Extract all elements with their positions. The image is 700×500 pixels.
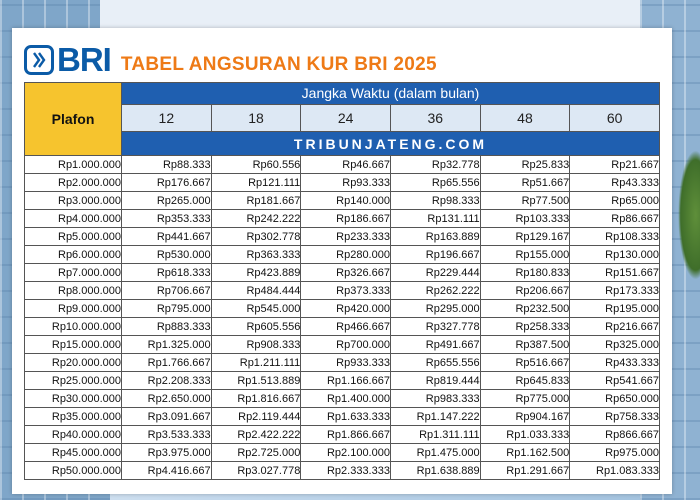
plafon-amount: Rp25.000.000 <box>25 372 122 390</box>
term-48-months: 48 <box>480 104 570 132</box>
table-row <box>25 300 660 318</box>
installment-cell: Rp103.333 <box>480 210 570 228</box>
installment-cell: Rp196.667 <box>390 246 480 264</box>
bri-logo-text: BRI <box>57 41 111 78</box>
installment-cell: Rp1.033.333 <box>480 426 570 444</box>
installment-cell: Rp65.000 <box>570 192 660 210</box>
installment-cell: Rp229.444 <box>390 264 480 282</box>
plafon-amount: Rp9.000.000 <box>25 300 122 318</box>
installment-cell: Rp130.000 <box>570 246 660 264</box>
bri-logo <box>24 42 111 78</box>
installment-cell: Rp618.333 <box>122 264 212 282</box>
installment-cell: Rp65.556 <box>390 174 480 192</box>
installment-cell: Rp373.333 <box>301 282 391 300</box>
installment-cell: Rp131.111 <box>390 210 480 228</box>
installment-cell: Rp2.725.000 <box>211 444 301 462</box>
table-row <box>25 174 660 192</box>
installment-cell: Rp155.000 <box>480 246 570 264</box>
table-row <box>25 282 660 300</box>
installment-cell: Rp1.475.000 <box>390 444 480 462</box>
plafon-amount: Rp2.000.000 <box>25 174 122 192</box>
installment-cell: Rp280.000 <box>301 246 391 264</box>
installment-cell: Rp233.333 <box>301 228 391 246</box>
installment-cell: Rp302.778 <box>211 228 301 246</box>
installment-cell: Rp326.667 <box>301 264 391 282</box>
plafon-amount: Rp45.000.000 <box>25 444 122 462</box>
installment-cell: Rp46.667 <box>301 156 391 174</box>
installment-cell: Rp3.975.000 <box>122 444 212 462</box>
installment-table <box>24 82 660 480</box>
installment-cell: Rp3.027.778 <box>211 462 301 480</box>
installment-cell: Rp176.667 <box>122 174 212 192</box>
installment-cell: Rp173.333 <box>570 282 660 300</box>
plafon-amount: Rp6.000.000 <box>25 246 122 264</box>
installment-cell: Rp3.091.667 <box>122 408 212 426</box>
installment-cell: Rp2.100.000 <box>301 444 391 462</box>
installment-cell: Rp195.000 <box>570 300 660 318</box>
header <box>24 40 437 80</box>
installment-cell: Rp1.513.889 <box>211 372 301 390</box>
installment-cell: Rp1.400.000 <box>301 390 391 408</box>
plafon-amount: Rp3.000.000 <box>25 192 122 210</box>
installment-cell: Rp795.000 <box>122 300 212 318</box>
table-body <box>25 156 660 480</box>
installment-cell: Rp775.000 <box>480 390 570 408</box>
table-row <box>25 336 660 354</box>
installment-cell: Rp904.167 <box>480 408 570 426</box>
installment-cell: Rp262.222 <box>390 282 480 300</box>
installment-cell: Rp605.556 <box>211 318 301 336</box>
installment-cell: Rp700.000 <box>301 336 391 354</box>
bri-logo-mark-icon <box>24 45 54 75</box>
installment-cell: Rp1.162.500 <box>480 444 570 462</box>
installment-cell: Rp265.000 <box>122 192 212 210</box>
table-row <box>25 228 660 246</box>
plafon-header: Plafon <box>25 83 122 156</box>
installment-cell: Rp163.889 <box>390 228 480 246</box>
installment-cell: Rp363.333 <box>211 246 301 264</box>
table-row <box>25 390 660 408</box>
installment-cell: Rp86.667 <box>570 210 660 228</box>
installment-cell: Rp423.889 <box>211 264 301 282</box>
installment-cell: Rp129.167 <box>480 228 570 246</box>
installment-cell: Rp933.333 <box>301 354 391 372</box>
installment-cell: Rp541.667 <box>570 372 660 390</box>
table-row <box>25 354 660 372</box>
installment-cell: Rp21.667 <box>570 156 660 174</box>
installment-cell: Rp2.119.444 <box>211 408 301 426</box>
installment-cell: Rp883.333 <box>122 318 212 336</box>
installment-cell: Rp1.147.222 <box>390 408 480 426</box>
installment-cell: Rp1.083.333 <box>570 462 660 480</box>
table-row <box>25 426 660 444</box>
installment-cell: Rp758.333 <box>570 408 660 426</box>
installment-cell: Rp216.667 <box>570 318 660 336</box>
installment-cell: Rp2.650.000 <box>122 390 212 408</box>
term-60-months: 60 <box>570 104 660 132</box>
table-row <box>25 408 660 426</box>
table-row <box>25 318 660 336</box>
installment-cell: Rp295.000 <box>390 300 480 318</box>
installment-cell: Rp420.000 <box>301 300 391 318</box>
installment-cell: Rp819.444 <box>390 372 480 390</box>
source-watermark: TRIBUNJATENG.COM <box>122 132 660 156</box>
installment-cell: Rp484.444 <box>211 282 301 300</box>
installment-cell: Rp1.291.667 <box>480 462 570 480</box>
installment-cell: Rp4.416.667 <box>122 462 212 480</box>
installment-cell: Rp1.866.667 <box>301 426 391 444</box>
installment-cell: Rp466.667 <box>301 318 391 336</box>
installment-cell: Rp1.166.667 <box>301 372 391 390</box>
installment-cell: Rp32.778 <box>390 156 480 174</box>
installment-cell: Rp975.000 <box>570 444 660 462</box>
plafon-amount: Rp20.000.000 <box>25 354 122 372</box>
installment-cell: Rp206.667 <box>480 282 570 300</box>
installment-cell: Rp140.000 <box>301 192 391 210</box>
installment-cell: Rp1.816.667 <box>211 390 301 408</box>
plafon-amount: Rp35.000.000 <box>25 408 122 426</box>
plafon-amount: Rp8.000.000 <box>25 282 122 300</box>
installment-cell: Rp121.111 <box>211 174 301 192</box>
installment-cell: Rp2.208.333 <box>122 372 212 390</box>
installment-cell: Rp2.422.222 <box>211 426 301 444</box>
installment-cell: Rp151.667 <box>570 264 660 282</box>
plafon-amount: Rp7.000.000 <box>25 264 122 282</box>
installment-cell: Rp43.333 <box>570 174 660 192</box>
installment-cell: Rp353.333 <box>122 210 212 228</box>
installment-cell: Rp25.833 <box>480 156 570 174</box>
installment-cell: Rp516.667 <box>480 354 570 372</box>
installment-table-card <box>12 28 672 494</box>
installment-cell: Rp232.500 <box>480 300 570 318</box>
term-18-months: 18 <box>211 104 301 132</box>
table-row <box>25 444 660 462</box>
table-row <box>25 192 660 210</box>
installment-cell: Rp491.667 <box>390 336 480 354</box>
installment-cell: Rp1.325.000 <box>122 336 212 354</box>
installment-cell: Rp433.333 <box>570 354 660 372</box>
table-row <box>25 210 660 228</box>
installment-cell: Rp108.333 <box>570 228 660 246</box>
installment-cell: Rp60.556 <box>211 156 301 174</box>
installment-cell: Rp706.667 <box>122 282 212 300</box>
installment-cell: Rp180.833 <box>480 264 570 282</box>
page-title: TABEL ANGSURAN KUR BRI 2025 <box>120 54 437 75</box>
installment-cell: Rp1.211.111 <box>211 354 301 372</box>
installment-cell: Rp866.667 <box>570 426 660 444</box>
installment-cell: Rp258.333 <box>480 318 570 336</box>
term-24-months: 24 <box>301 104 391 132</box>
background-sky <box>100 0 640 30</box>
installment-cell: Rp530.000 <box>122 246 212 264</box>
installment-cell: Rp655.556 <box>390 354 480 372</box>
installment-cell: Rp88.333 <box>122 156 212 174</box>
installment-cell: Rp1.638.889 <box>390 462 480 480</box>
term-header: Jangka Waktu (dalam bulan) <box>122 83 660 105</box>
installment-cell: Rp325.000 <box>570 336 660 354</box>
installment-cell: Rp983.333 <box>390 390 480 408</box>
plafon-amount: Rp10.000.000 <box>25 318 122 336</box>
background-foliage <box>678 150 700 280</box>
table-row <box>25 246 660 264</box>
installment-cell: Rp242.222 <box>211 210 301 228</box>
installment-cell: Rp327.778 <box>390 318 480 336</box>
installment-cell: Rp908.333 <box>211 336 301 354</box>
installment-cell: Rp98.333 <box>390 192 480 210</box>
plafon-amount: Rp50.000.000 <box>25 462 122 480</box>
installment-cell: Rp1.766.667 <box>122 354 212 372</box>
table-row <box>25 462 660 480</box>
plafon-amount: Rp5.000.000 <box>25 228 122 246</box>
installment-cell: Rp545.000 <box>211 300 301 318</box>
installment-cell: Rp77.500 <box>480 192 570 210</box>
installment-cell: Rp3.533.333 <box>122 426 212 444</box>
term-12-months: 12 <box>122 104 212 132</box>
installment-cell: Rp2.333.333 <box>301 462 391 480</box>
table-row <box>25 372 660 390</box>
installment-cell: Rp1.311.111 <box>390 426 480 444</box>
installment-cell: Rp645.833 <box>480 372 570 390</box>
table-row <box>25 156 660 174</box>
installment-cell: Rp181.667 <box>211 192 301 210</box>
plafon-amount: Rp1.000.000 <box>25 156 122 174</box>
installment-cell: Rp650.000 <box>570 390 660 408</box>
plafon-amount: Rp30.000.000 <box>25 390 122 408</box>
term-36-months: 36 <box>390 104 480 132</box>
installment-cell: Rp441.667 <box>122 228 212 246</box>
installment-cell: Rp186.667 <box>301 210 391 228</box>
plafon-amount: Rp15.000.000 <box>25 336 122 354</box>
installment-cell: Rp93.333 <box>301 174 391 192</box>
installment-cell: Rp1.633.333 <box>301 408 391 426</box>
plafon-amount: Rp4.000.000 <box>25 210 122 228</box>
table-row <box>25 264 660 282</box>
installment-cell: Rp387.500 <box>480 336 570 354</box>
plafon-amount: Rp40.000.000 <box>25 426 122 444</box>
installment-cell: Rp51.667 <box>480 174 570 192</box>
